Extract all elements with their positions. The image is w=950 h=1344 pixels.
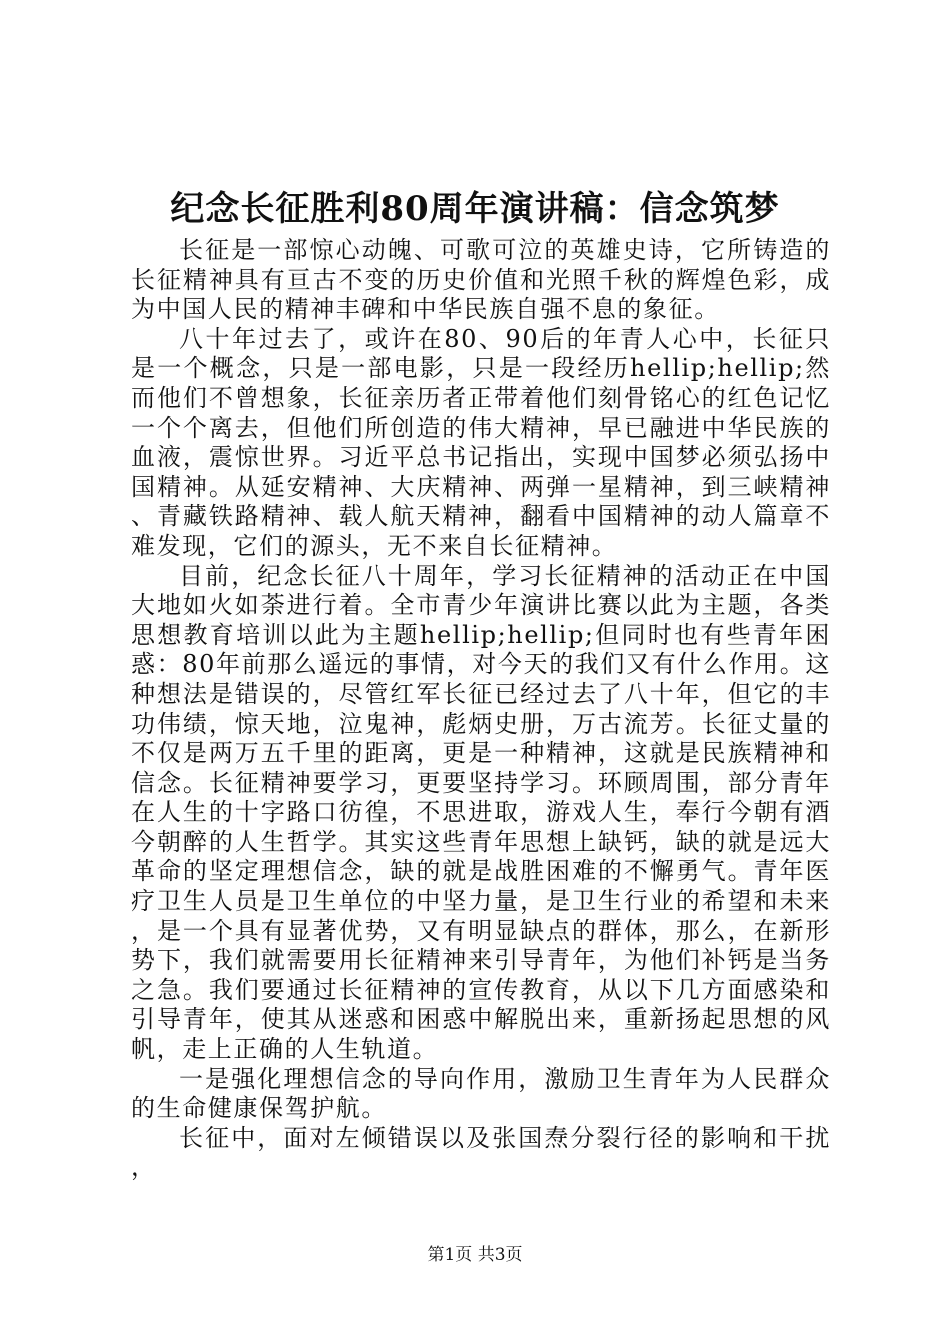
paragraph: 长征是一部惊心动魄、可歌可泣的英雄史诗，它所铸造的长征精神具有亘古不变的历史价值和光照千秋的辉煌色彩，成为中国人民的精神丰碑和中华民族自强不息的象征。: [131, 236, 831, 324]
document-body: [131, 236, 831, 1183]
paragraph: 长征中，面对左倾错误以及张国焘分裂行径的影响和干扰，: [131, 1123, 831, 1182]
paragraph: 目前，纪念长征八十周年，学习长征精神的活动正在中国大地如火如荼进行着。全市青少年演讲比赛以此为主题，各类思想教育培训以此为主题hellip;hellip;但同时也有些青年困惑：80年前那么遥远的事情，对今天的我们又有什么作用。这种想法是错误的，尽管红军长征已经过去了八十年，但它的丰功伟绩，惊天地，泣鬼神，彪炳史册，万古流芳。长征丈量的不仅是两万五千里的距离，更是一种精神，这就是民族精神和信念。长征精神要学习，更要坚持学习。环顾周围，部分青年在人生的十字路口彷徨，不思进取，游戏人生，奉行今朝有酒今朝醉的人生哲学。其实这些青年思想上缺钙，缺的就是远大革命的坚定理想信念，缺的就是战胜困难的不懈勇气。青年医疗卫生人员是卫生单位的中坚力量，是卫生行业的希望和未来，是一个具有显著优势，又有明显缺点的群体，那么，在新形势下，我们就需要用长征精神来引导青年，为他们补钙是当务之急。我们要通过长征精神的宣传教育，从以下几方面感染和引导青年，使其从迷惑和困惑中解脱出来，重新扬起思想的风帆，走上正确的人生轨道。: [131, 561, 831, 1064]
document-title: 纪念长征胜利80周年演讲稿：信念筑梦: [170, 189, 780, 229]
page-number-footer: 第1页 共3页: [427, 1245, 523, 1265]
paragraph: 八十年过去了，或许在80、90后的年青人心中，长征只是一个概念，只是一部电影，只是一段经历hellip;hellip;然而他们不曾想象，长征亲历者正带着他们刻骨铭心的红色记忆一个个离去，但他们所创造的伟大精神，早已融进中华民族的血液，震惊世界。习近平总书记指出，实现中国梦必须弘扬中国精神。从延安精神、大庆精神、两弹一星精神，到三峡精神、青藏铁路精神、载人航天精神，翻看中国精神的动人篇章不难发现，它们的源头，无不来自长征精神。: [131, 324, 831, 560]
paragraph: 一是强化理想信念的导向作用，激励卫生青年为人民群众的生命健康保驾护航。: [131, 1064, 831, 1123]
